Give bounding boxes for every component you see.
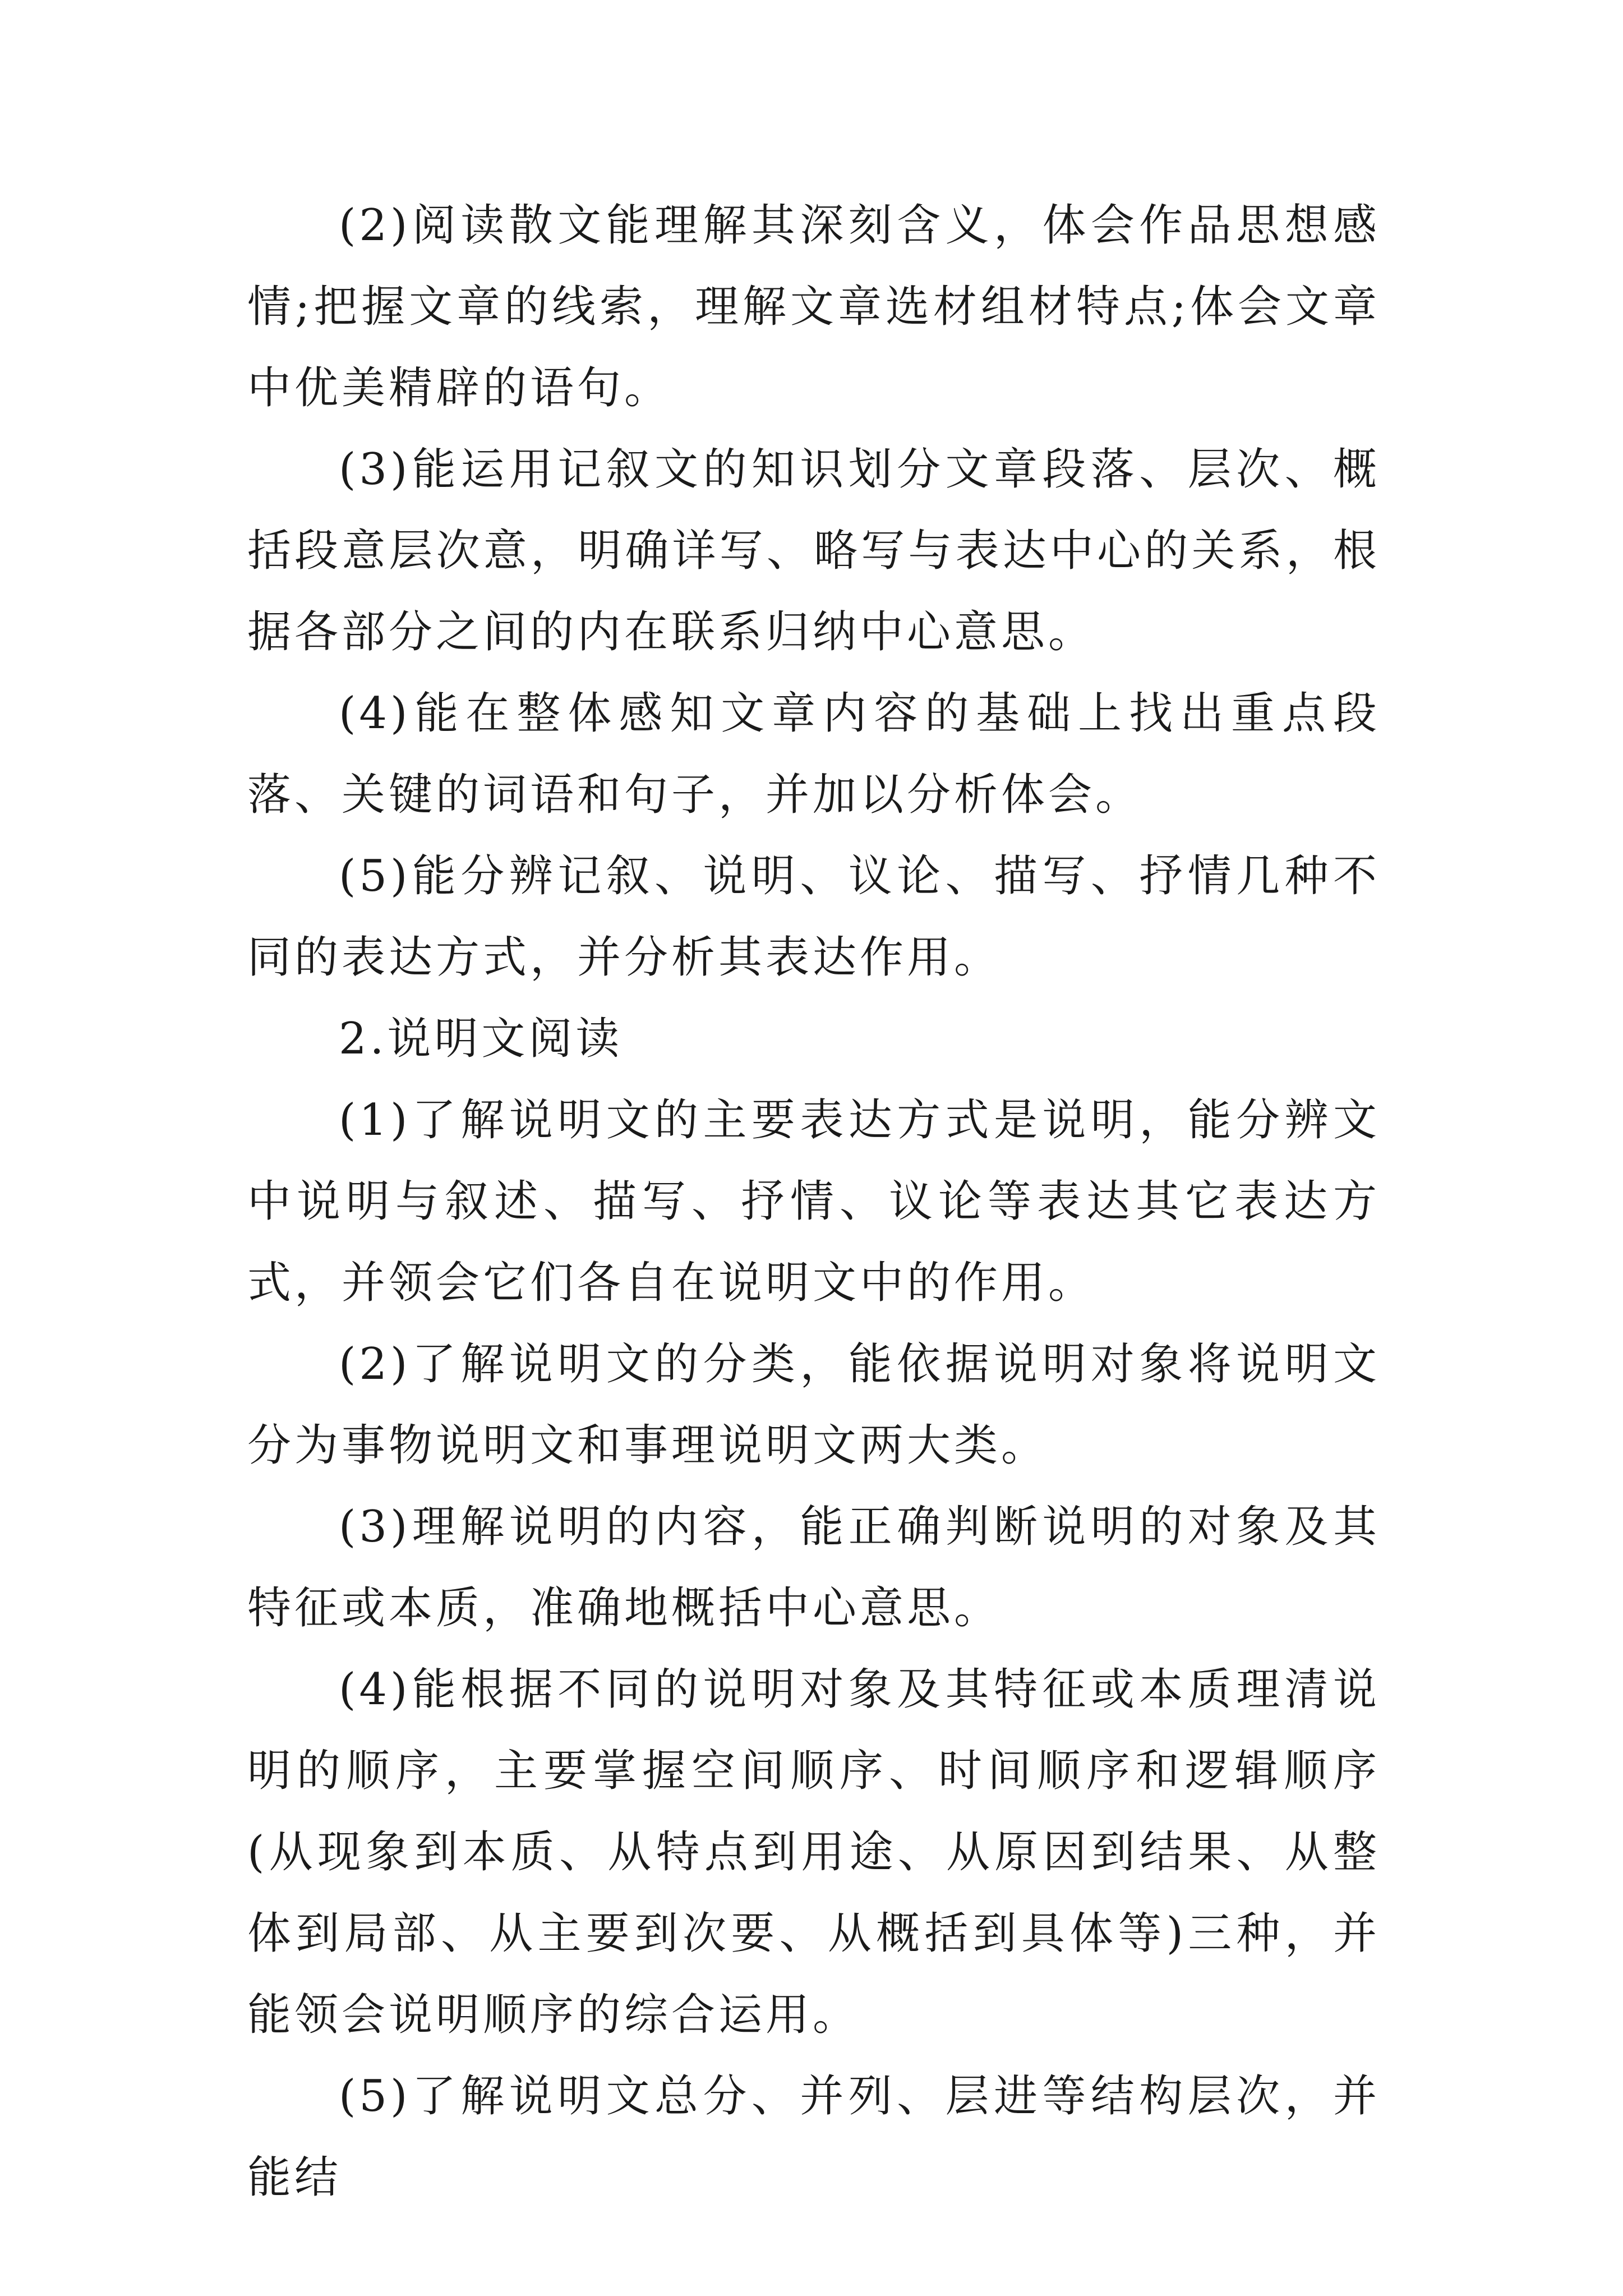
paragraph-4: (4)能在整体感知文章内容的基础上找出重点段落、关键的词语和句子，并加以分析体会。 [247,688,1380,820]
section-paragraph-2: (2)了解说明文的分类，能依据说明对象将说明文分为事物说明文和事理说明文两大类。 [247,1339,1380,1471]
section-paragraph-3: (3)理解说明的内容，能正确判断说明的对象及其特征或本质，准确地概括中心意思。 [247,1502,1380,1634]
section-paragraph-1: (1)了解说明文的主要表达方式是说明，能分辨文中说明与叙述、描写、抒情、议论等表达其它表达方式，并领会它们各自在说明文中的作用。 [247,1095,1380,1308]
section-heading: 2.说明文阅读 [339,1014,623,1064]
paragraph-5: (5)能分辨记叙、说明、议论、描写、抒情几种不同的表达方式，并分析其表达作用。 [247,851,1380,983]
section-paragraph-5: (5)了解说明文总分、并列、层进等结构层次，并能结 [247,2071,1380,2203]
section-paragraph-4: (4)能根据不同的说明对象及其特征或本质理清说明的顺序，主要掌握空间顺序、时间顺序和逻辑顺序(从现象到本质、从特点到用途、从原因到结果、从整体到局部、从主要到次要、从概括到具体等)三种，并能领会说明顺序的综合运用。 [247,1664,1380,2040]
paragraph-3: (3)能运用记叙文的知识划分文章段落、层次、概括段意层次意，明确详写、略写与表达中心的关系，根据各部分之间的内在联系归纳中心意思。 [247,444,1380,657]
document-body [247,185,1380,2219]
paragraph-2: (2)阅读散文能理解其深刻含义，体会作品思想感情;把握文章的线索，理解文章选材组材特点;体会文章中优美精辟的语句。 [247,200,1380,413]
